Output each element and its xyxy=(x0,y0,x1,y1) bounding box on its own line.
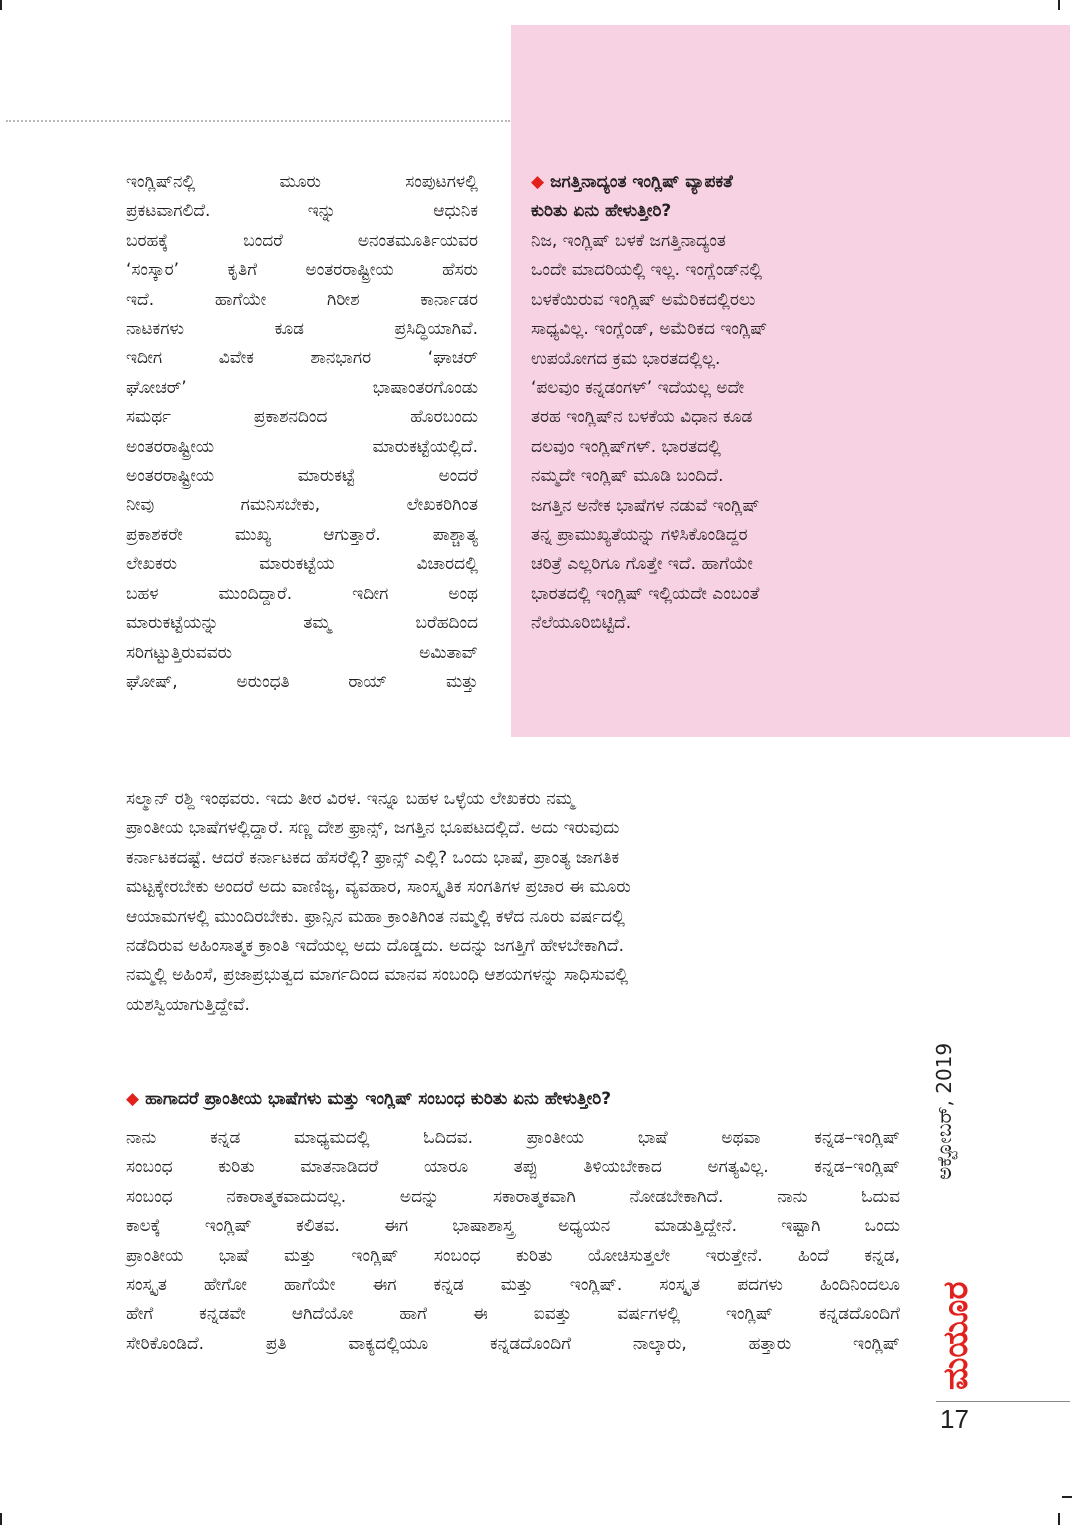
sidebar-box-answer: ನಿಜ, ಇಂಗ್ಲಿಷ್ ಬಳಕೆ ಜಗತ್ತಿನಾದ್ಯಂತ ಒಂದೇ ಮಾದರಿಯಲ್ಲಿ ಇಲ್ಲ. ಇಂಗ್ಲೆಂಡ್‌ನಲ್ಲಿ ಬಳಕೆಯಿರುವ ಇಂಗ್ಲಿಷ್ ಅಮೆರಿಕದಲ್ಲಿರಲು ಸಾಧ್ಯವಿಲ್ಲ. ಇಂಗ್ಲೆಂಡ್, ಅಮೆರಿಕದ ಇಂಗ್ಲಿಷ್ ಉಪಯೋಗದ ಕ್ರಮ ಭಾರತದಲ್ಲಿಲ್ಲ. ‘ಪಲವುಂ ಕನ್ನಡಂಗಳ್’ ಇದೆಯಲ್ಲ ಅದೇ ತರಹ ಇಂಗ್ಲಿಷ್‌ನ ಬಳಕೆಯ ವಿಧಾನ ಕೂಡ ದಲವುಂ ಇಂಗ್ಲಿಷ್‌ಗಳ್. ಭಾರತದಲ್ಲಿ ನಮ್ಮದೇ ಇಂಗ್ಲಿಷ್ ಮೂಡಿ ಬಂದಿದೆ. ಜಗತ್ತಿನ ಅನೇಕ ಭಾಷೆಗಳ ನಡುವೆ ಇಂಗ್ಲಿಷ್ ತನ್ನ ಪ್ರಾಮುಖ್ಯತೆಯನ್ನು ಗಳಿಸಿಕೊಂಡಿದ್ದರ ಚರಿತ್ರೆ ಎಲ್ಲರಿಗೂ ಗೊತ್ತೇ ಇದೆ. ಹಾಗೆಯೇ ಭಾರತದಲ್ಲಿ ಇಂಗ್ಲಿಷ್ ಇಲ್ಲಿಯದೇ ಎಂಬಂತೆ ನೆಲೆಯೂರಿಬಿಟ್ಟಿದೆ. xyxy=(531,231,768,634)
left-column-text: ಇಂಗ್ಲಿಷ್‌ನಲ್ಲಿ ಮೂರು ಸಂಪುಟಗಳಲ್ಲಿ ಪ್ರಕಟವಾಗಲಿದೆ. ಇನ್ನು ಆಧುನಿಕ ಬರಹಕ್ಕೆ ಬಂದರೆ ಅನಂತಮೂರ್ತಿಯವರ ‘ಸಂಸ್ಕಾರ’ ಕೃತಿಗೆ ಅಂತರರಾಷ್ಟ್ರೀಯ ಹೆಸರು ಇದೆ. ಹಾಗೆಯೇ ಗಿರೀಶ ಕಾರ್ನಾಡರ ನಾಟಕಗಳು ಕೂಡ ಪ್ರಸಿದ್ಧಿಯಾಗಿವೆ. ಇದೀಗ ವಿವೇಕ ಶಾನಭಾಗರ ‘ಘಾಚರ್ ಘೋಚರ್’ ಭಾಷಾಂತರಗೊಂಡು ಸಮರ್ಥ ಪ್ರಕಾಶನದಿಂದ ಹೊರಬಂದು ಅಂತರರಾಷ್ಟ್ರೀಯ ಮಾರುಕಟ್ಟೆಯಲ್ಲಿದೆ. ಅಂತರರಾಷ್ಟ್ರೀಯ ಮಾರುಕಟ್ಟೆ ಅಂದರೆ ನೀವು ಗಮನಿಸಬೇಕು, ಲೇಖಕರಿಗಿಂತ ಪ್ರಕಾಶಕರೇ ಮುಖ್ಯ ಆಗುತ್ತಾರೆ. ಪಾಶ್ಚಾತ್ಯ ಲೇಖಕರು ಮಾರುಕಟ್ಟೆಯ ವಿಚಾರದಲ್ಲಿ ಬಹಳ ಮುಂದಿದ್ದಾರೆ. ಇದೀಗ ಅಂಥ ಮಾರುಕಟ್ಟೆಯನ್ನು ತಮ್ಮ ಬರೆಹದಿಂದ ಸರಿಗಟ್ಟುತ್ತಿರುವವರು ಅಮಿತಾವ್ ಘೋಷ್, ಅರುಂಧತಿ ರಾಯ್ ಮತ್ತು xyxy=(126,172,478,692)
sidebar-box-question xyxy=(531,168,891,227)
crop-mark xyxy=(0,1513,2,1525)
dotted-divider xyxy=(6,120,510,122)
issue-date: ಅಕ್ಟೋಬರ್, 2019 xyxy=(932,1042,956,1180)
crop-mark xyxy=(1062,1496,1072,1498)
diamond-bullet-icon: ◆ xyxy=(531,172,545,192)
sidebar-box-question-text: ಜಗತ್ತಿನಾದ್ಯಂತ ಇಂಗ್ಲಿಷ್ ವ್ಯಾಪಕತೆ ಕುರಿತು ಏನು ಹೇಳುತ್ತೀರಿ? xyxy=(531,172,733,222)
interview-question-2-text: ಹಾಗಾದರೆ ಪ್ರಾಂತೀಯ ಭಾಷೆಗಳು ಮತ್ತು ಇಂಗ್ಲಿಷ್ ಸಂಬಂಧ ಕುರಿತು ಏನು ಹೇಳುತ್ತೀರಿ? xyxy=(145,1089,612,1109)
interview-question-2 xyxy=(126,1085,900,1114)
folio-rule xyxy=(936,1401,1070,1402)
crop-mark xyxy=(0,0,2,10)
diamond-bullet-icon: ◆ xyxy=(126,1089,140,1109)
magazine-logo: ಮಯೂರ xyxy=(936,1281,976,1390)
body-paragraph-1: ಸಲ್ಮಾನ್ ರಶ್ದಿ ಇಂಥವರು. ಇದು ತೀರ ವಿರಳ. ಇನ್ನೂ ಬಹಳ ಒಳ್ಳೆಯ ಲೇಖಕರು ನಮ್ಮ ಪ್ರಾಂತೀಯ ಭಾಷೆಗಳಲ್ಲಿದ್ದಾರೆ. ಸಣ್ಣ ದೇಶ ಫ್ರಾನ್ಸ್, ಜಗತ್ತಿನ ಭೂಪಟದಲ್ಲಿದೆ. ಅದು ಇರುವುದು ಕರ್ನಾಟಕದಷ್ಟೆ. ಆದರೆ ಕರ್ನಾಟಕದ ಹೆಸರೆಲ್ಲಿ? ಫ್ರಾನ್ಸ್ ಎಲ್ಲಿ? ಒಂದು ಭಾಷೆ, ಪ್ರಾಂತ್ಯ ಜಾಗತಿಕ ಮಟ್ಟಕ್ಕೇರಬೇಕು ಅಂದರೆ ಅದು ವಾಣಿಜ್ಯ, ವ್ಯವಹಾರ, ಸಾಂಸ್ಕೃತಿಕ ಸಂಗತಿಗಳ ಪ್ರಚಾರ ಈ ಮೂರು ಆಯಾಮಗಳಲ್ಲಿ ಮುಂದಿರಬೇಕು. ಫ್ರಾನ್ಸಿನ ಮಹಾ ಕ್ರಾಂತಿಗಿಂತ ನಮ್ಮಲ್ಲಿ ಕಳೆದ ನೂರು ವರ್ಷದಲ್ಲಿ ನಡೆದಿರುವ ಅಹಿಂಸಾತ್ಮಕ ಕ್ರಾಂತಿ ಇದೆಯಲ್ಲ ಅದು ದೊಡ್ಡದು. ಅದನ್ನು ಜಗತ್ತಿಗೆ ಹೇಳಬೇಕಾಗಿದೆ. ನಮ್ಮಲ್ಲಿ ಅಹಿಂಸೆ, ಪ್ರಜಾಪ್ರಭುತ್ವದ ಮಾರ್ಗದಿಂದ ಮಾನವ ಸಂಬಂಧಿ ಆಶಯಗಳನ್ನು ಸಾಧಿಸುವಲ್ಲಿ ಯಶಸ್ವಿಯಾಗುತ್ತಿದ್ದೇವೆ. xyxy=(126,789,631,1015)
crop-mark xyxy=(1058,1513,1060,1525)
crop-mark xyxy=(1058,0,1060,10)
body-paragraph-2: ನಾನು ಕನ್ನಡ ಮಾಧ್ಯಮದಲ್ಲಿ ಓದಿದವ. ಪ್ರಾಂತೀಯ ಭಾಷೆ ಅಥವಾ ಕನ್ನಡ–ಇಂಗ್ಲಿಷ್ ಸಂಬಂಧ ಕುರಿತು ಮಾತನಾಡಿದರೆ ಯಾರೂ ತಪ್ಪು ತಿಳಿಯಬೇಕಾದ ಅಗತ್ಯವಿಲ್ಲ. ಕನ್ನಡ–ಇಂಗ್ಲಿಷ್ ಸಂಬಂಧ ನಕಾರಾತ್ಮಕವಾದುದಲ್ಲ. ಅದನ್ನು ಸಕಾರಾತ್ಮಕವಾಗಿ ನೋಡಬೇಕಾಗಿದೆ. ನಾನು ಓದುವ ಕಾಲಕ್ಕೆ ಇಂಗ್ಲಿಷ್ ಕಲಿತವ. ಈಗ ಭಾಷಾಶಾಸ್ತ್ರ ಅಧ್ಯಯನ ಮಾಡುತ್ತಿದ್ದೇನೆ. ಇಷ್ಟಾಗಿ ಒಂದು ಪ್ರಾಂತೀಯ ಭಾಷೆ ಮತ್ತು ಇಂಗ್ಲಿಷ್ ಸಂಬಂಧ ಕುರಿತು ಯೋಚಿಸುತ್ತಲೇ ಇರುತ್ತೇನೆ. ಹಿಂದೆ ಕನ್ನಡ, ಸಂಸ್ಕೃತ ಹೇಗೋ ಹಾಗೆಯೇ ಈಗ ಕನ್ನಡ ಮತ್ತು ಇಂಗ್ಲಿಷ್. ಸಂಸ್ಕೃತ ಪದಗಳು ಹಿಂದಿನಿಂದಲೂ ಹೇಗೆ ಕನ್ನಡವೇ ಆಗಿದೆಯೋ ಹಾಗೆ ಈ ಐವತ್ತು ವರ್ಷಗಳಲ್ಲಿ ಇಂಗ್ಲಿಷ್ ಕನ್ನಡದೊಂದಿಗೆ ಸೇರಿಕೊಂಡಿದೆ. ಪ್ರತಿ ವಾಕ್ಯದಲ್ಲಿಯೂ ಕನ್ನಡದೊಂದಿಗೆ ನಾಲ್ಕಾರು, ಹತ್ತಾರು ಇಂಗ್ಲಿಷ್ xyxy=(126,1128,900,1354)
page-number: 17 xyxy=(940,1404,969,1434)
